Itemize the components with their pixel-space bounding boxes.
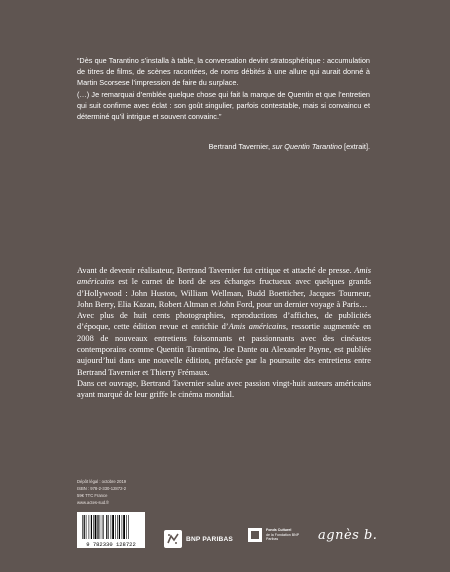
barcode-bar xyxy=(97,515,98,539)
barcode-bar xyxy=(89,515,90,539)
barcode-bar xyxy=(91,515,92,539)
agnes-b-logo: agnès b. xyxy=(318,528,378,543)
barcode-bar xyxy=(86,515,87,539)
barcode-bar xyxy=(93,515,94,539)
attribution-work: sur Quentin Tarantino xyxy=(272,142,343,151)
barcode-bar xyxy=(82,515,83,539)
barcode-bar xyxy=(119,515,120,539)
bnp-paribas-text: BNP PARIBAS xyxy=(186,535,234,543)
quote-paragraph-1: “Dès que Tarantino s’installa à table, la conversation devint stratosphérique : accumulation de titres de films, de scènes racontées, de noms débités à une allure qui aurait donné à Martin Scorsese l’impression de faire du surplace. xyxy=(77,56,370,88)
barcode-graphic xyxy=(77,512,145,548)
barcode-bar xyxy=(111,515,112,539)
barcode-digits: 9 782330 128722 xyxy=(86,541,136,548)
book-description xyxy=(77,265,371,401)
barcode-bar xyxy=(112,515,114,539)
fonds-culturel-logo xyxy=(248,528,304,542)
description-paragraph-3: Dans cet ouvrage, Bertrand Tavernier salue avec passion vingt-huit auteurs américains ayant marqué de leur griffe le cinéma mondial. xyxy=(77,378,371,400)
barcode xyxy=(77,512,145,548)
barcode-bar xyxy=(117,515,118,539)
bnp-star-icon xyxy=(164,530,182,548)
barcode-bar xyxy=(115,515,116,539)
barcode-bar xyxy=(95,515,97,539)
barcode-bar xyxy=(84,515,85,539)
barcode-bar xyxy=(122,515,123,539)
barcode-bar xyxy=(106,515,107,539)
barcode-bar xyxy=(103,515,104,539)
bnp-paribas-logo xyxy=(164,530,233,548)
barcode-bar xyxy=(126,515,127,539)
price: 59€ TTC France xyxy=(77,493,108,499)
attribution-author: Bertrand Tavernier, xyxy=(208,142,273,151)
barcode-bar xyxy=(108,515,109,539)
book-title: Amis américains xyxy=(77,266,371,287)
barcode-bar xyxy=(102,515,103,539)
description-paragraph-1: Avant de devenir réalisateur, Bertrand Tavernier fut critique et attaché de presse. Amis américains est le carnet de bord de ses échanges fructueux avec quelques grands d’Hollywood : John Huston, William Wellman, Budd Boetticher, Jacques Tourneur, John Berry, Elia Kazan, Robert Altman et John Ford, pour un dernier voyage à Paris… xyxy=(77,266,371,309)
barcode-bar xyxy=(128,515,129,539)
book-title: Amis américains xyxy=(228,322,287,332)
quote-block xyxy=(77,55,370,122)
barcode-bar xyxy=(100,515,101,539)
attribution-suffix: [extrait]. xyxy=(342,142,370,151)
barcode-bar xyxy=(123,515,125,539)
website: www.actes-sud.fr xyxy=(77,500,109,506)
legal-info xyxy=(77,478,126,506)
fonds-culturel-title: Fonds Culturel xyxy=(266,528,292,533)
quote-paragraph-2: (…) Je remarquai d’emblée quelque chose qui fait la marque de Quentin et que l’entretien qui suit confirme avec éclat : son goût singulier, parfois contestable, mais si convaincu et déterminé qu’il intrigue et souvent convainc.” xyxy=(77,89,370,122)
description-paragraph-2: Avec plus de huit cents photographies, reproductions d’affiches, de publicités d’époque, cette édition revue et enrichie d’Amis américains, ressortie augmentée en 2008 de nouveaux entretiens foisonnants et passionnants avec des cinéastes contemporains comme Quentin Tarantino, Joe Dante ou Alexander Payne, est publiée aujourd’hui dans une nouvelle édition, préfacée par la poursuite des entretiens entre Bertrand Tavernier et Thierry Frémaux. xyxy=(77,311,371,377)
isbn: ISBN : 978-2-330-12872-2 xyxy=(77,486,127,492)
legal-deposit: Dépôt légal : octobre 2019 xyxy=(77,479,127,484)
quote-attribution xyxy=(209,141,370,152)
fonds-culturel-subtitle: de la Fondation BNP Paribas xyxy=(266,532,300,542)
fonds-culturel-icon xyxy=(248,528,262,542)
